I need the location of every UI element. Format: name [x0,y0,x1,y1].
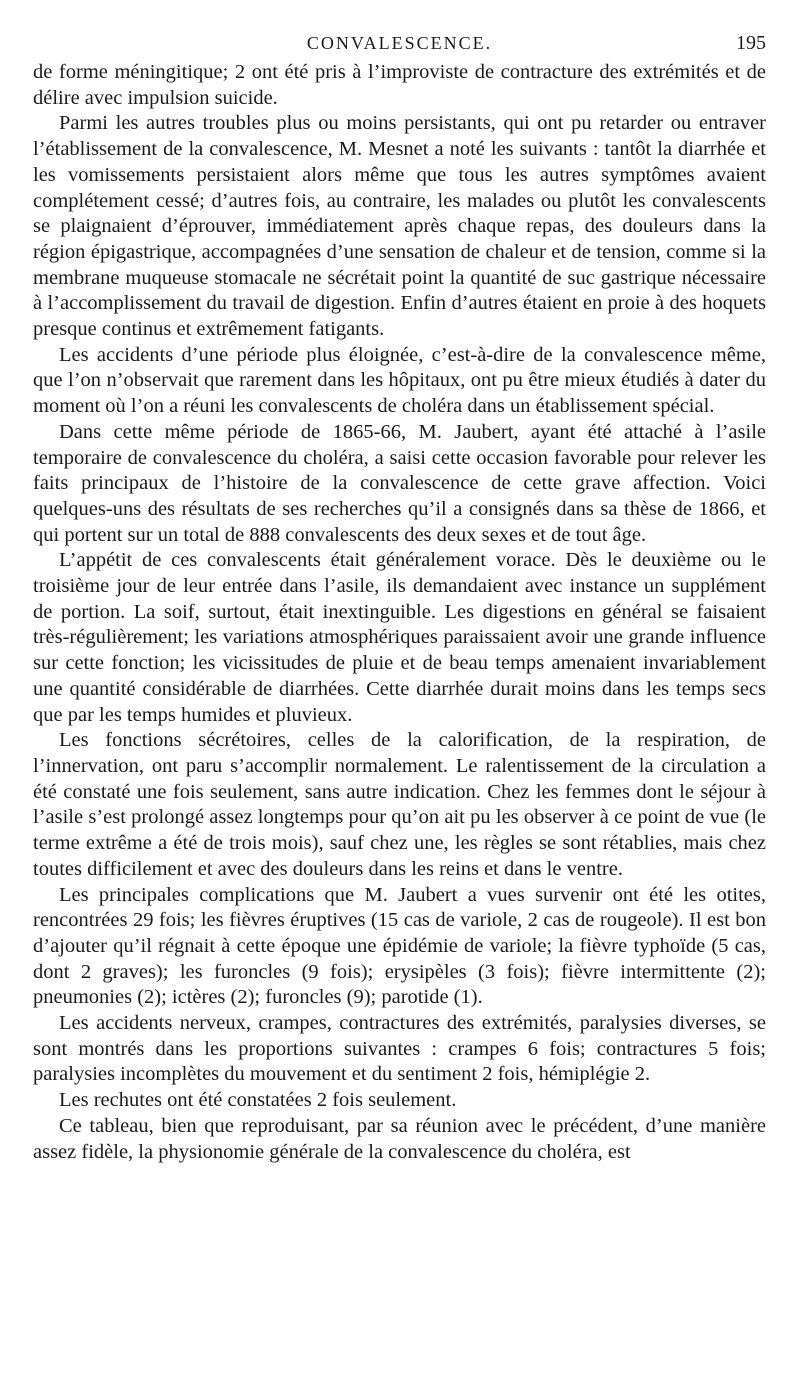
paragraph: Ce tableau, bien que reproduisant, par sa réunion avec le précédent, d’une manière assez fidèle, la physionomie générale de la convalescence du choléra, est [33,1114,766,1163]
paragraph: Dans cette même période de 1865-66, M. Jaubert, ayant été attaché à l’asile temporaire de convalescence du choléra, a saisi cette occasion favorable pour relever les faits principaux de l’histoire de la convalescence de cette grave affection. Voici quelques-uns des résultats de ses recherches qu’il a consignés dans sa thèse de 1866, et qui portent sur un total de 888 convalescents des deux sexes et de tout âge. [33,420,766,546]
paragraph: Les rechutes ont été constatées 2 fois seulement. [59,1089,457,1112]
paragraph: L’appétit de ces convalescents était généralement vorace. Dès le deuxième ou le troisième jour de leur entrée dans l’asile, ils demandaient avec instance un supplément de portion. La soif, surtout, était inextinguible. Les digestions en général se faisaient très-régulièrement; les variations atmosphériques paraissaient avoir une grande influence sur cette fonction; les vicissitudes de pluie et de beau temps amenaient invariablement une quantité considérable de diarrhées. Cette diarrhée durait moins dans les temps secs que par les temps humides et pluvieux. [33,549,766,726]
paragraph: Parmi les autres troubles plus ou moins persistants, qui ont pu retarder ou entraver l’établissement de la convalescence, M. Mesnet a noté les suivants : tantôt la diarrhée et les vomissements persistaient alors même que tous les autres symptômes avaient complétement cessé; d’autres fois, au contraire, les malades ou plutôt les convalescents se plaignaient d’éprouver, immédiatement après chaque repas, des douleurs dans la région épigastrique, accompagnées d’une sensation de chaleur et de tension, comme si la membrane muqueuse stomacale ne sécrétait point la quantité de suc gastrique nécessaire à l’accomplissement du travail de digestion. Enfin d’autres étaient en proie à des hoquets presque continus et extrêmement fatigants. [33,112,766,341]
paragraph: Les accidents nerveux, crampes, contractures des extrémités, paralysies diverses, se sont montrés dans les proportions suivantes : crampes 6 fois; contractures 5 fois; paralysies incomplètes du mouvement et du sentiment 2 fois, hémiplégie 2. [33,1012,766,1086]
paragraph: Les fonctions sécrétoires, celles de la calorification, de la respiration, de l’innervation, ont paru s’accomplir normalement. Le ralentissement de la circulation a été constaté une fois seulement, sans autre indication. Chez les femmes dont le séjour à l’asile s’est prolongé assez longtemps pour qu’on ait pu les observer à ce point de vue (le terme extrême a été de trois mois), sauf chez une, les règles se sont rétablies, mais chez toutes difficilement et avec des douleurs dans les reins et dans le ventre. [33,729,766,880]
paragraph: de forme méningitique; 2 ont été pris à l’improviste de contracture des extrémités et de délire avec impulsion suicide. [33,61,766,109]
paragraph: Les accidents d’une période plus éloignée, c’est-à-dire de la convalescence même, que l’on n’observait que rarement dans les hôpitaux, ont pu être mieux étudiés à dater du moment où l’on a réuni les convalescents de choléra dans un établissement spécial. [33,343,766,418]
page-number: 195 [736,32,766,54]
running-head [33,28,766,58]
running-title: CONVALESCENCE. [306,33,493,53]
book-page [33,28,766,1165]
body-text [33,60,766,1165]
paragraph: Les principales complications que M. Jaubert a vues survenir ont été les otites, rencontrées 29 fois; les fièvres éruptives (15 cas de variole, 2 cas de rougeole). Il est bon d’ajouter qu’il régnait à cette époque une épidémie de variole; la fièvre typhoïde (5 cas, dont 2 graves); les furoncles (9 fois); erysipèles (3 fois); fièvre intermittente (2); pneumonies (2); ictères (2); furoncles (9); parotide (1). [33,883,766,1009]
